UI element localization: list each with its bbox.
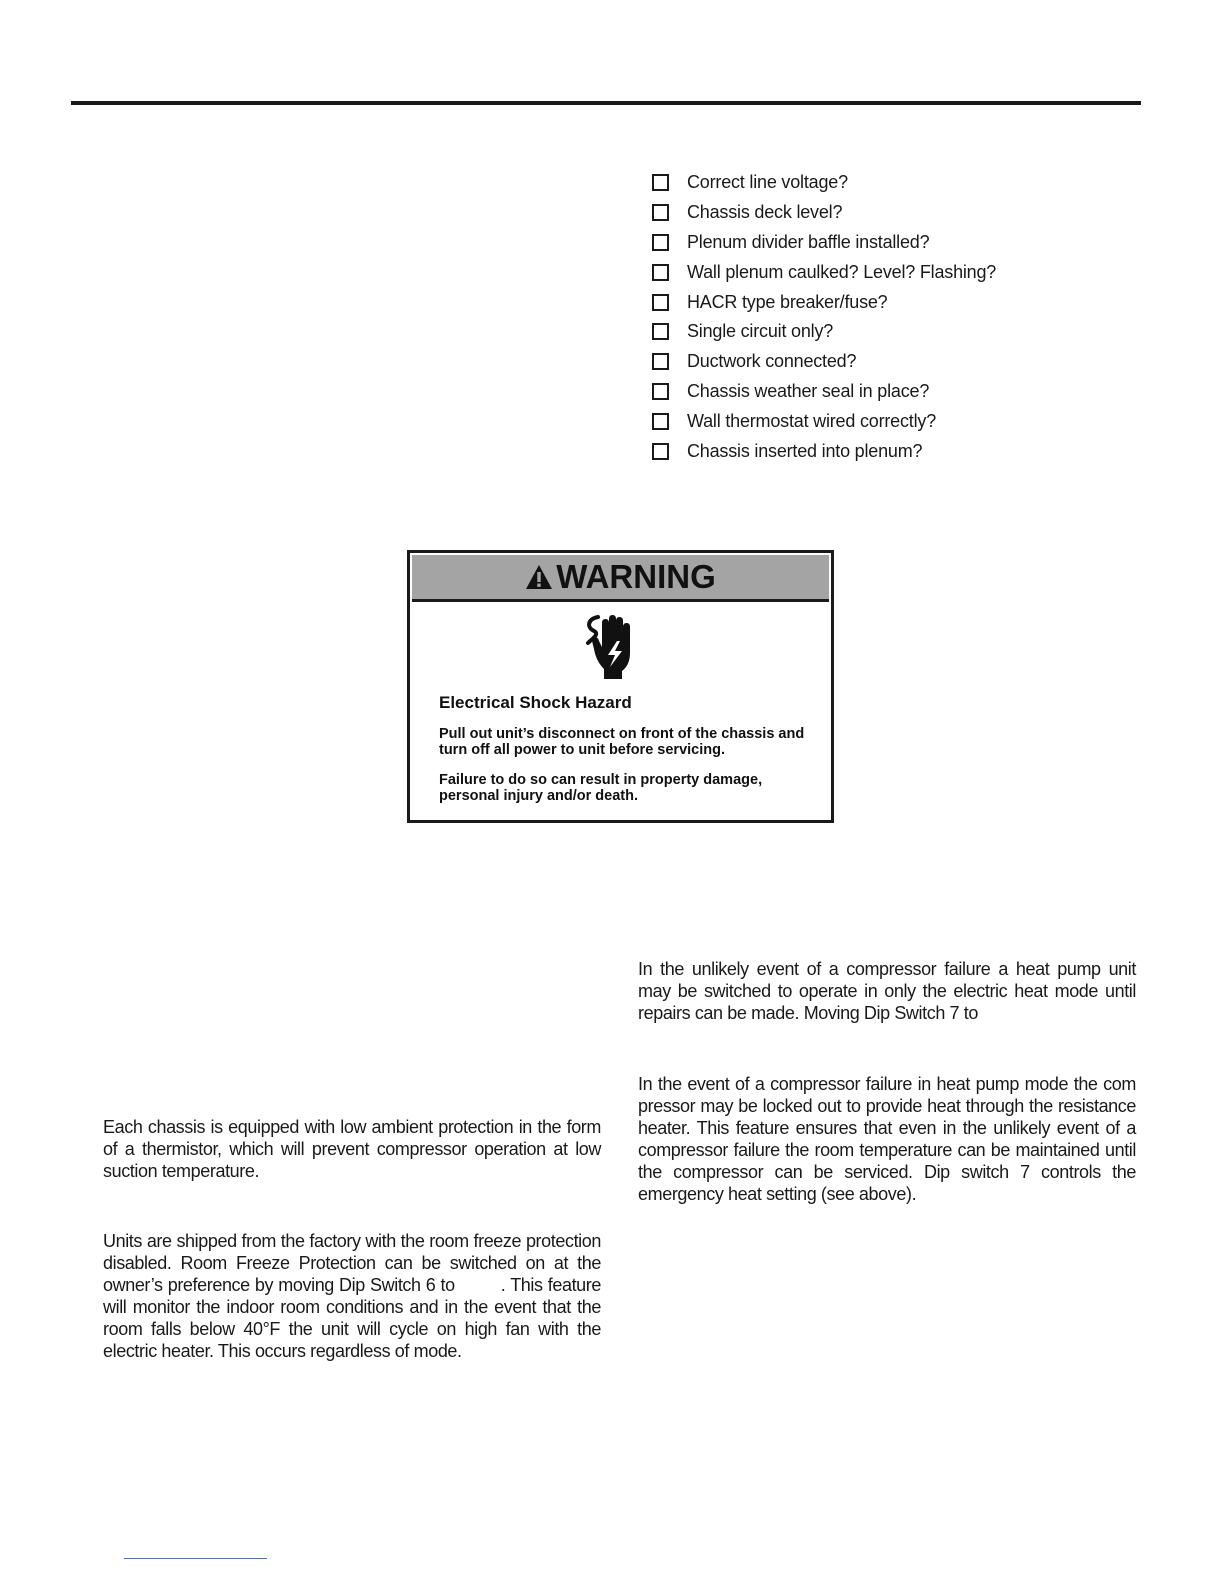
electrical-shock-icon (584, 613, 640, 681)
checklist-item-label: Ductwork connected? (687, 351, 857, 372)
checkbox-icon[interactable] (652, 234, 669, 251)
checklist-item[interactable] (652, 198, 996, 228)
checkbox-icon[interactable] (652, 413, 669, 430)
warning-title (525, 558, 716, 596)
checklist-item[interactable] (652, 287, 996, 317)
room-freeze-paragraph (103, 1230, 601, 1362)
top-rule (71, 101, 1141, 105)
room-freeze-text-b: . This feature will monitor the indoor room conditions and in the event that the room falls below 40°F the unit will cycle on high fan with the electric heater. This occurs regardless of mode. (103, 1275, 601, 1361)
checklist-item[interactable] (652, 377, 996, 407)
checkbox-icon[interactable] (652, 323, 669, 340)
checklist-item-label: Wall thermostat wired correctly? (687, 410, 937, 431)
low-ambient-paragraph: Each chassis is equipped with low ambient protection in the form of a thermistor, which will prevent compressor operation at low suction temperature. (103, 1117, 601, 1181)
checklist-item-label: Correct line voltage? (687, 172, 848, 193)
checklist-item[interactable] (652, 228, 996, 258)
checklist-item-label: Single circuit only? (687, 321, 834, 342)
checklist-item-label: Wall plenum caulked? Level? Flashing? (687, 261, 997, 282)
checklist-item[interactable] (652, 317, 996, 347)
checkbox-icon[interactable] (652, 174, 669, 191)
checkbox-icon[interactable] (652, 443, 669, 460)
warning-title-text: WARNING (556, 558, 716, 595)
warning-triangle-icon (525, 564, 553, 590)
checklist-item-label: Plenum divider baffle installed? (687, 231, 930, 252)
checklist-item[interactable] (652, 406, 996, 436)
hazard-instruction: Pull out unit’s disconnect on front of the chassis and turn off all power to unit before servicing. (439, 726, 805, 758)
checklist-item-label: Chassis inserted into plenum? (687, 440, 923, 461)
checklist-item-label: Chassis weather seal in place? (687, 380, 930, 401)
installation-checklist (652, 168, 996, 466)
checklist-item-label: HACR type breaker/fuse? (687, 291, 888, 312)
checklist-item[interactable] (652, 257, 996, 287)
hazard-consequence: Failure to do so can result in property damage, personal injury and/or death. (439, 772, 763, 804)
compressor-lockout-paragraph: In the event of a compressor failure in heat pump mode the com pressor may be locked out to provide heat through the resistance heater. This feature ensures that even in the unlikely event of a compressor failure the room temperature can be maintained until the compressor can be serviced. Dip switch 7 controls the emergency heat setting (see above). (638, 1074, 1136, 1204)
checkbox-icon[interactable] (652, 204, 669, 221)
hazard-title: Electrical Shock Hazard (439, 693, 632, 712)
link-underline[interactable] (124, 1558, 267, 1559)
warning-box (407, 550, 834, 823)
checkbox-icon[interactable] (652, 383, 669, 400)
checklist-item[interactable] (652, 347, 996, 377)
emergency-heat-paragraph: In the unlikely event of a compressor failure a heat pump unit may be switched to operate in only the electric heat mode until repairs can be made. Moving Dip Switch 7 to (638, 959, 1136, 1023)
checkbox-icon[interactable] (652, 294, 669, 311)
checklist-item[interactable] (652, 436, 996, 466)
checklist-item[interactable] (652, 168, 996, 198)
checklist-item-label: Chassis deck level? (687, 202, 843, 223)
room-freeze-text-a: Units are shipped from the factory with the room freeze protection disabled. Room Freeze Protection can be switched on at the owner’s preference by moving Dip Switch 6 to (103, 1231, 601, 1295)
checkbox-icon[interactable] (652, 353, 669, 370)
warning-header (412, 555, 829, 602)
checkbox-icon[interactable] (652, 264, 669, 281)
